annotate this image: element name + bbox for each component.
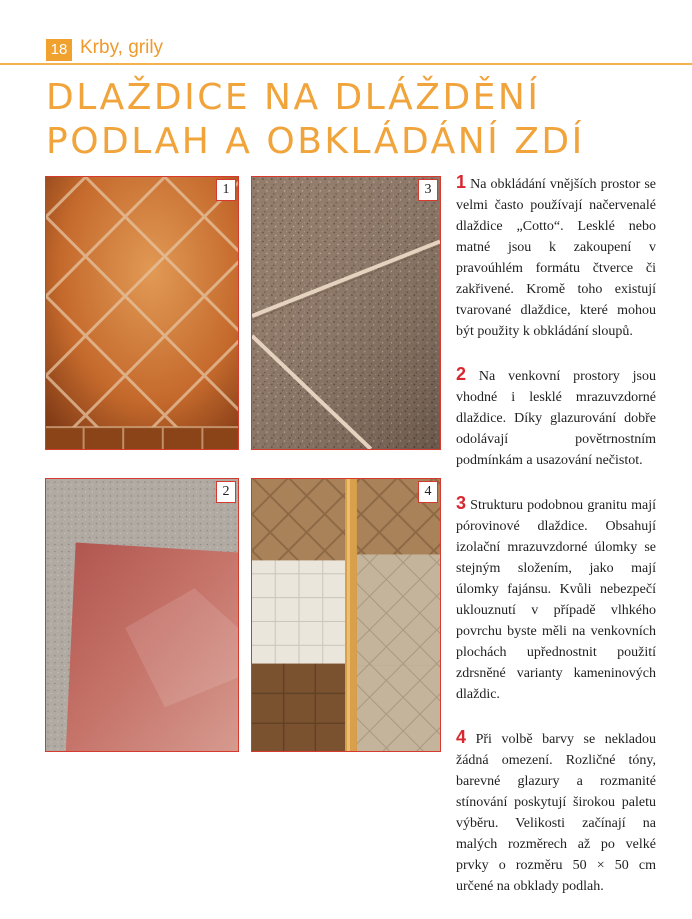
photo-tile-samples [251, 478, 441, 752]
paragraph-text: Na obkládání vnějších prostor se velmi často používají načervenalé dlaždice „Cotto“. Lesklé nebo matné jsou k zakoupení v pravoúhlém formátu čtverce či zakřivené. Kromě toho existují tvarované dlaždice, které mohou být použity k obkládání sloupů. [456, 177, 656, 339]
paragraph-text: Strukturu podobnou granitu mají pórovinové dlaždice. Obsahují izolační mrazuvzdorné úlomky se stejným složením, jako mají úlomky fajánsu. Kvůli nebezpečí uklouznutí v případě vlhkého povrchu byste měli na venkovních plochách upřednostnit použití zdrsněné varianty kameninových dlaždic. [456, 498, 656, 702]
page-number-badge: 18 [46, 39, 72, 61]
photo-number-badge: 2 [216, 481, 236, 503]
paragraph-number: 4 [456, 727, 467, 747]
paragraph-text: Na venkovní prostory jsou vhodné i lesklé mrazuvzdorné dlaždice. Díky glazurování dobře odolávají povětrnostním podmínkám a usazování nečistot. [456, 369, 656, 468]
photo-number-badge: 1 [216, 179, 236, 201]
photo-granite-tiles [251, 176, 441, 450]
photo-glazed-tile [45, 478, 239, 752]
header-rule [0, 63, 692, 65]
photo-number-badge: 3 [418, 179, 438, 201]
article-headline [46, 76, 666, 164]
section-title: Krby, grily [80, 37, 164, 58]
paragraph-number: 1 [456, 172, 467, 192]
photo-terracotta-tiles [45, 176, 239, 450]
photo-number-badge: 4 [418, 481, 438, 503]
headline-line-1: DLAŽDICE NA DLÁŽDĚNÍ [46, 77, 541, 118]
terracotta-tiles-image [46, 177, 238, 449]
article-text [456, 172, 656, 919]
paragraph-number: 3 [456, 493, 467, 513]
tile-samples-image [252, 479, 440, 751]
paragraph-number: 2 [456, 364, 467, 384]
paragraph-1 [456, 172, 656, 342]
headline-line-2: PODLAH A OBKLÁDÁNÍ ZDÍ [46, 121, 585, 162]
page-header [0, 0, 692, 66]
granite-tiles-image [252, 177, 440, 449]
paragraph-3 [456, 493, 656, 705]
paragraph-4 [456, 727, 656, 897]
glazed-tile-image [46, 479, 238, 751]
paragraph-text: Při volbě barvy se nekladou žádná omezení. Rozličné tóny, barevné glazury a rozmanité stínování poskytují širokou paletu výběru. Velikosti začínají na malých rozměrech až po velké prvky o rozměru 50 × 50 cm určené na obklady podlah. [456, 732, 657, 894]
paragraph-2 [456, 364, 656, 471]
